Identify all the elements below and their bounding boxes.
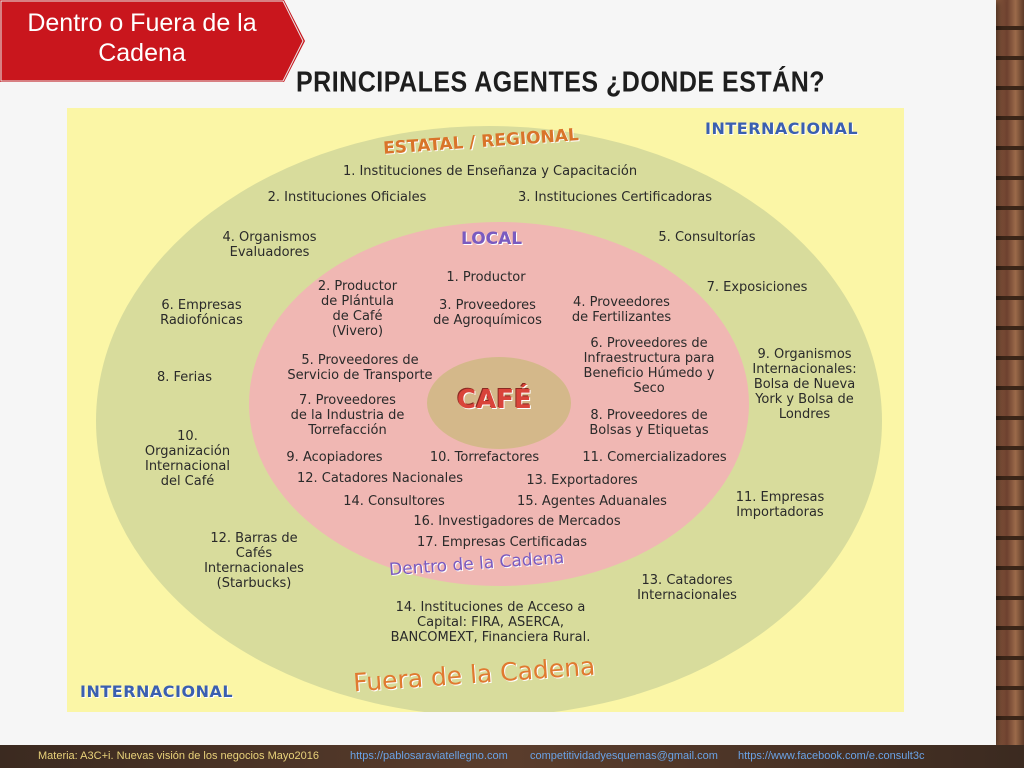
footer-email-link[interactable]: competitividadyesquemas@gmail.com [530,750,718,762]
local-item: 13. Exportadores [526,473,638,488]
local-item: 9. Acopiadores [286,450,383,465]
banner-title: Dentro o Fuera de la Cadena [27,9,257,67]
local-item: 3. Proveedores de Agroquímicos [433,298,542,328]
local-item: 5. Proveedores de Servicio de Transporte [287,353,433,383]
local-item: 14. Consultores [343,494,445,509]
local-item: 16. Investigadores de Mercados [413,514,621,529]
internacional-item: 6. Empresas Radiofónicas [160,298,243,328]
footer-course-text: Materia: A3C+i. Nuevas visión de los negocios Mayo2016 [38,750,319,762]
internacional-item: 13. Catadores Internacionales [637,573,737,603]
local-item: 2. Productor de Plántula de Café (Vivero) [317,279,398,339]
brick-wall-background [996,0,1024,768]
internacional-header-bottom: INTERNACIONAL [80,682,234,701]
internacional-item: 11. Empresas Importadoras [735,490,825,520]
footer-website-link[interactable]: https://pablosaraviatellegno.com [350,750,508,762]
cafe-label: CAFÉ [457,385,532,415]
local-item: 12. Catadores Nacionales [296,471,464,486]
internacional-item: 9. Organismos Internacionales: Bolsa de Nueva York y Bolsa de Londres [752,347,857,422]
local-item: 11. Comercializadores [582,450,727,465]
local-item: 15. Agentes Aduanales [517,494,667,509]
footer-facebook-link[interactable]: https://www.facebook.com/e.consult3c [738,750,925,762]
local-item: 10. Torrefactores [429,450,540,465]
estatal-header: ESTATAL / REGIONAL [382,125,580,159]
local-header: LOCAL [461,229,523,249]
internacional-item: 7. Exposiciones [706,280,808,295]
local-item: 4. Proveedores de Fertilizantes [571,295,672,325]
internacional-header-top: INTERNACIONAL [705,119,859,138]
fuera-de-la-cadena-label: Fuera de la Cadena [352,651,597,698]
local-item: 8. Proveedores de Bolsas y Etiquetas [589,408,709,438]
local-item: 7. Proveedores de la Industria de Torrefacción [290,393,405,438]
estatal-item: 5. Consultorías [658,230,756,245]
agents-diagram [67,108,904,712]
estatal-item: 1. Instituciones de Enseñanza y Capacitación [342,164,638,179]
footer [0,745,1024,768]
local-item: 1. Productor [446,270,526,285]
page-title: PRINCIPALES AGENTES ¿DONDE ESTÁN? [296,66,826,99]
estatal-item: 2. Instituciones Oficiales [267,190,427,205]
internacional-item: 10. Organización Internacional del Café [144,429,231,489]
local-item: 17. Empresas Certificadas [416,535,588,550]
dentro-de-la-cadena-label: Dentro de la Cadena [388,547,565,581]
internacional-item: 8. Ferias [157,370,212,385]
local-item: 6. Proveedores de Infraestructura para Beneficio Húmedo y Seco [583,336,715,396]
internacional-item: 14. Instituciones de Acceso a Capital: FIRA, ASERCA, BANCOMEXT, Financiera Rural. [390,600,591,645]
section-banner [0,0,305,82]
estatal-item: 3. Instituciones Certificadoras [517,190,712,205]
estatal-item: 4. Organismos Evaluadores [222,230,317,260]
internacional-item: 12. Barras de Cafés Internacionales (Starbucks) [204,531,304,591]
